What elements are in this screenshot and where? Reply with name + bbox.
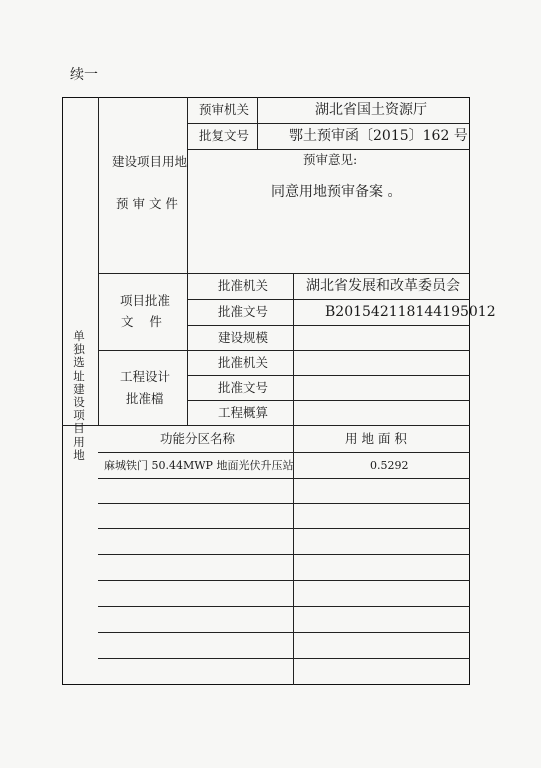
land-header-name: 功能分区名称 — [160, 431, 236, 446]
opinion-label: 预审意见: — [303, 152, 358, 167]
divider-label-col-mid — [187, 273, 188, 425]
side-label: 单独选址建设项目用地 — [73, 329, 85, 462]
opinion-value: 同意用地预审备案 。 — [271, 184, 402, 200]
rule-land-3 — [98, 528, 470, 529]
project-section-label-2: 文 件 — [121, 314, 162, 329]
design-budget-label: 工程概算 — [218, 405, 269, 420]
rule-land-6 — [98, 606, 470, 607]
divider-side-col — [98, 97, 99, 425]
project-agency-label: 批准机关 — [218, 278, 269, 293]
rule-project-end — [98, 350, 470, 351]
rule-agency — [187, 123, 470, 124]
rule-land-header — [98, 452, 470, 453]
project-agency-value: 湖北省发展和改革委员会 — [306, 278, 460, 294]
preview-section-label-1: 建设项目用地 — [112, 154, 188, 169]
rule-design-1 — [187, 375, 470, 376]
rule-land-1 — [98, 478, 470, 479]
divider-value-col-mid — [293, 273, 294, 425]
land-row-1-name: 麻城铁门 50.44MWP 地面光伏升压站 — [104, 459, 294, 472]
project-docno-value: B201542118144195012 — [325, 304, 496, 320]
rule-design-2 — [187, 400, 470, 401]
rule-land-5 — [98, 580, 470, 581]
project-scale-label: 建设规模 — [218, 330, 269, 345]
doc-no-label: 批复文号 — [199, 128, 250, 143]
rule-project-1 — [187, 299, 470, 300]
rule-land-4 — [98, 554, 470, 555]
continued-label: 续一 — [70, 67, 98, 83]
rule-preview-end — [98, 273, 470, 274]
preview-section-label-2: 预 审 文 件 — [116, 196, 178, 211]
agency-value: 湖北省国土资源厅 — [315, 102, 427, 118]
design-section-label-1: 工程设计 — [120, 369, 171, 384]
design-agency-label: 批准机关 — [218, 355, 269, 370]
design-docno-label: 批准文号 — [218, 380, 269, 395]
rule-project-2 — [187, 325, 470, 326]
rule-land-2 — [98, 503, 470, 504]
rule-design-end — [62, 425, 470, 426]
rule-land-8 — [98, 658, 470, 659]
land-row-1-area: 0.5292 — [370, 459, 409, 472]
rule-docno — [187, 149, 470, 150]
doc-no-value: 鄂土预审函〔2015〕162 号 — [289, 128, 468, 144]
project-section-label-1: 项目批准 — [120, 293, 171, 308]
project-docno-label: 批准文号 — [218, 304, 269, 319]
rule-land-7 — [98, 632, 470, 633]
land-header-area: 用 地 面 积 — [345, 431, 407, 446]
agency-label: 预审机关 — [199, 102, 250, 117]
design-section-label-2: 批准檔 — [126, 391, 164, 406]
